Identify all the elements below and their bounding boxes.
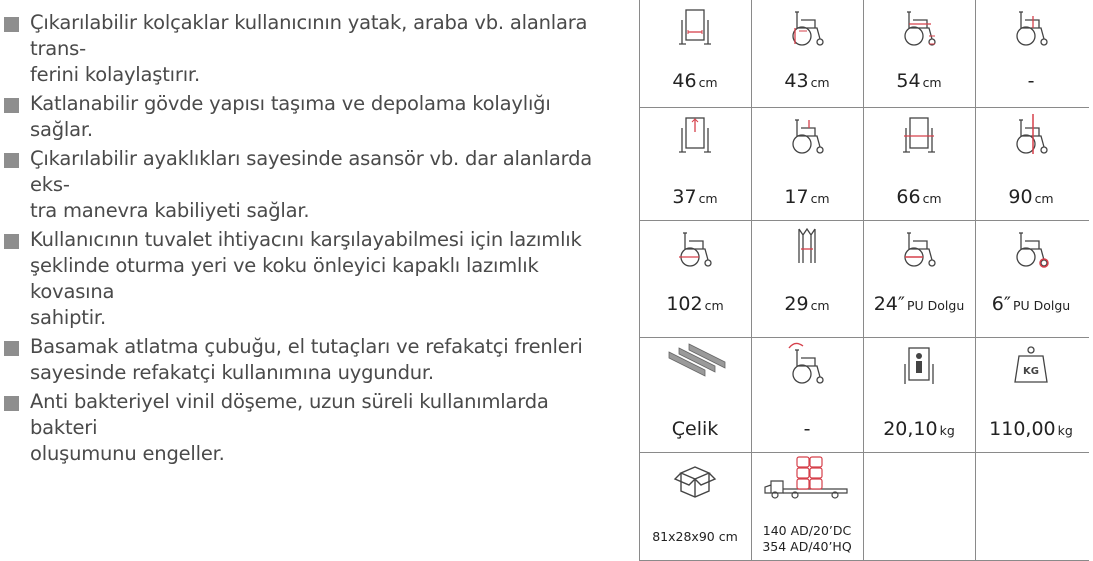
- spec-value-number: 24″: [873, 293, 905, 315]
- feature-text-line: Katlanabilir gövde yapısı taşıma ve depolama kolaylığı sağlar.: [30, 92, 551, 141]
- feature-item: [4, 10, 604, 88]
- feature-item: [4, 91, 604, 143]
- feature-text-line: Çıkarılabilir ayaklıkları sayesinde asansör vb. dar alanlarda eks-: [30, 147, 593, 196]
- spec-value-number: 90: [1008, 186, 1033, 208]
- spec-value: [752, 186, 862, 208]
- spec-row: [639, 338, 1089, 453]
- feature-text-line: Kullanıcının tuvalet ihtiyacını karşılayabilmesi için lazımlık: [30, 228, 582, 251]
- spec-value: [640, 186, 750, 208]
- feature-list: [4, 10, 604, 470]
- backrest-height-icon: [675, 114, 715, 158]
- spec-unit: cm: [810, 75, 830, 90]
- square-bullet-icon: [4, 17, 19, 32]
- spec-value-number: 81x28x90 cm: [652, 529, 738, 544]
- spec-value: [752, 418, 862, 440]
- depth-icon: [899, 6, 939, 50]
- spec-value-number: 140 AD/20’DC: [762, 523, 852, 538]
- spec-value: [640, 293, 750, 315]
- feature-text-line: Anti bakteriyel vinil döşeme, uzun süreli kullanımlarda bakteri: [30, 390, 549, 439]
- total-length-icon: [675, 227, 715, 271]
- square-bullet-icon: [4, 234, 19, 249]
- spec-value-number: -: [803, 418, 811, 440]
- spec-value: [864, 293, 974, 315]
- spec-unit: kg: [939, 423, 955, 438]
- spec-cell: [751, 338, 862, 453]
- spec-cell: [639, 221, 750, 338]
- svg-text:KG: KG: [1023, 366, 1039, 377]
- folded-width-icon: [787, 227, 827, 271]
- seat-width-icon: [675, 6, 715, 50]
- armrest-to-seat-icon: [787, 114, 827, 158]
- spec-value: [640, 418, 750, 440]
- spec-cell: [751, 0, 862, 108]
- spec-value: [640, 529, 750, 545]
- feature-item: [4, 334, 604, 386]
- feature-text-line: sayesinde refakatçi kullanımına uygundur.: [30, 361, 434, 384]
- spec-unit: cm: [922, 191, 942, 206]
- spec-value: [752, 523, 862, 555]
- spec-unit: cm: [698, 75, 718, 90]
- total-width-icon: [899, 114, 939, 158]
- spec-cell: [639, 453, 750, 561]
- spec-value: [752, 293, 862, 315]
- weight-capacity-icon: [1011, 344, 1051, 388]
- square-bullet-icon: [4, 153, 19, 168]
- backrest-tilt-icon: [787, 344, 827, 388]
- spec-value-number: 102: [666, 293, 703, 315]
- spec-value-number: 20,10: [883, 418, 938, 440]
- spec-row: [639, 453, 1089, 561]
- product-weight-icon: [899, 344, 939, 388]
- spec-value: [752, 70, 862, 92]
- rear-wheel-icon: [899, 227, 939, 271]
- feature-item: [4, 146, 604, 224]
- feature-text-line: ferini kolaylaştırır.: [30, 63, 200, 86]
- spec-row: [639, 0, 1089, 108]
- spec-value-number: 110,00: [989, 418, 1056, 440]
- spec-cell: [863, 453, 974, 561]
- spec-value: [976, 70, 1086, 92]
- feature-text-line: Basamak atlatma çubuğu, el tutaçları ve refakatçi frenleri: [30, 335, 583, 358]
- spec-unit: cm: [1034, 191, 1054, 206]
- spec-row: [639, 108, 1089, 221]
- spec-unit: cm: [810, 191, 830, 206]
- spec-cell: [863, 338, 974, 453]
- spec-cell: [751, 108, 862, 221]
- spec-unit: cm: [698, 191, 718, 206]
- spec-value-line2: 354 AD/40’HQ: [762, 539, 852, 554]
- spec-cell: [863, 108, 974, 221]
- spec-unit: cm: [810, 298, 830, 313]
- spec-value-number: 54: [896, 70, 921, 92]
- spec-row: [639, 221, 1089, 338]
- feature-text-line: oluşumunu engeller.: [30, 442, 225, 465]
- total-height-icon: [1011, 114, 1051, 158]
- armrest-height-icon: [1011, 6, 1051, 50]
- spec-cell: [751, 221, 862, 338]
- spec-value-number: Çelik: [671, 418, 719, 440]
- spec-value-number: 6″: [991, 293, 1011, 315]
- feature-text-line: şeklinde oturma yeri ve koku önleyici kapaklı lazımlık kovasına: [30, 254, 539, 303]
- spec-value: [640, 70, 750, 92]
- spec-value-number: 43: [784, 70, 809, 92]
- spec-cell: [863, 221, 974, 338]
- spec-value: [864, 186, 974, 208]
- feature-text-line: tra manevra kabiliyeti sağlar.: [30, 199, 310, 222]
- spec-cell: [639, 108, 750, 221]
- feature-item: [4, 227, 604, 331]
- spec-unit: cm: [704, 298, 724, 313]
- spec-cell: [639, 338, 750, 453]
- square-bullet-icon: [4, 98, 19, 113]
- spec-cell: [975, 221, 1086, 338]
- box-icon: [675, 459, 715, 503]
- spec-value-number: 37: [672, 186, 697, 208]
- spec-value: [976, 293, 1086, 315]
- spec-value-number: 46: [672, 70, 697, 92]
- spec-value-number: 66: [896, 186, 921, 208]
- spec-cell: [863, 0, 974, 108]
- seat-height-icon: [787, 6, 827, 50]
- spec-value-number: 17: [784, 186, 809, 208]
- spec-value: [976, 186, 1086, 208]
- container-truck-icon: [787, 457, 827, 501]
- square-bullet-icon: [4, 396, 19, 411]
- spec-value: [864, 70, 974, 92]
- square-bullet-icon: [4, 341, 19, 356]
- spec-cell: [751, 453, 862, 561]
- spec-cell: [975, 453, 1086, 561]
- spec-unit: PU Dolgu: [907, 298, 965, 313]
- spec-cell: [975, 0, 1086, 108]
- spec-unit: PU Dolgu: [1012, 298, 1071, 313]
- spec-value: [976, 418, 1086, 440]
- spec-unit: kg: [1057, 423, 1073, 438]
- feature-item: [4, 389, 604, 467]
- spec-value-number: -: [1027, 70, 1035, 92]
- spec-value-number: 29: [784, 293, 809, 315]
- feature-text-line: sahiptir.: [30, 306, 106, 329]
- steel-profile-icon: [675, 344, 715, 388]
- spec-unit: cm: [922, 75, 942, 90]
- spec-cell: [639, 0, 750, 108]
- spec-cell: [975, 338, 1086, 453]
- front-wheel-icon: [1011, 227, 1051, 271]
- spec-value: [864, 418, 974, 440]
- spec-cell: [975, 108, 1086, 221]
- feature-text-line: Çıkarılabilir kolçaklar kullanıcının yatak, araba vb. alanlara trans-: [30, 11, 588, 60]
